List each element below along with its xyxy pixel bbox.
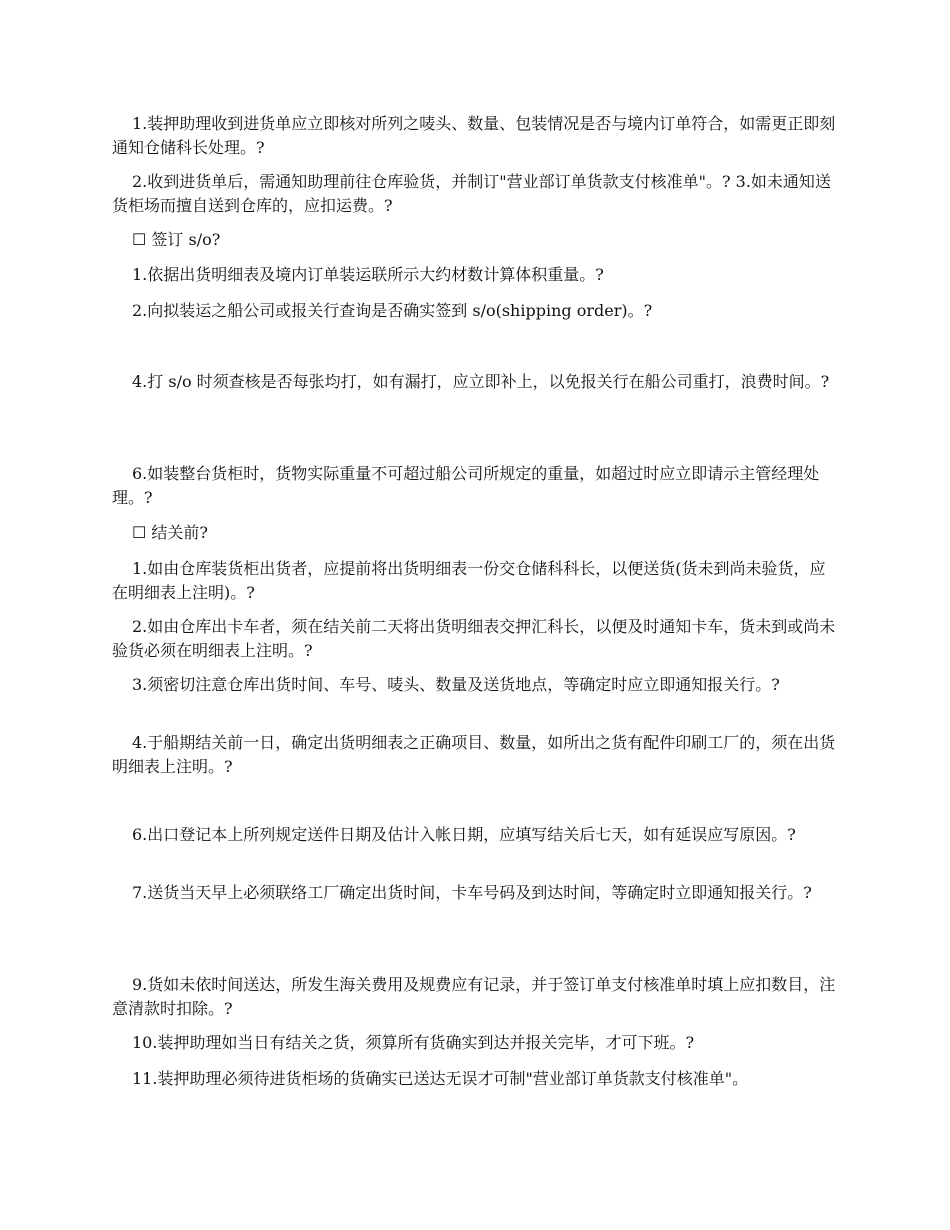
paragraph-3: 1.依据出货明细表及境内订单装运联所示大约材数计算体积重量。? <box>132 265 604 284</box>
paragraph-5: 4.打 s/o 时须查核是否每张均打，如有漏打，应立即补上，以免报关行在船公司重打，浪费时间。? <box>132 372 830 391</box>
paragraph-12: 7.送货当天早上必须联络工厂确定出货时间，卡车号码及到达时间，等确定时立即通知报关行。? <box>132 883 812 902</box>
paragraph-15: 11.装押助理必须待进货柜场的货确实已送达无误才可制"营业部订单货款支付核准单"。 <box>132 1069 749 1088</box>
paragraph-6: 6.如装整台货柜时，货物实际重量不可超过船公司所规定的重量，如超过时应立即请示主管经理处理。? <box>112 464 820 507</box>
paragraph-14: 10.装押助理如当日有结关之货，须算所有货确实到达并报关完毕，才可下班。? <box>132 1033 695 1052</box>
section-heading-before-closing: ☐ 结关前? <box>132 523 209 542</box>
paragraph-10: 4.于船期结关前一日，确定出货明细表之正确项目、数量，如所出之货有配件印刷工厂的，须在出货明细表上注明。? <box>112 733 836 776</box>
paragraph-9: 3.须密切注意仓库出货时间、车号、唛头、数量及送货地点，等确定时应立即通知报关行。? <box>132 675 780 694</box>
paragraph-13: 9.货如未依时间送达，所发生海关费用及规费应有记录，并于签订单支付核准单时填上应扣数目，注意清款时扣除。? <box>112 975 836 1018</box>
paragraph-2: 2.收到进货单后，需通知助理前往仓库验货，并制订"营业部订单货款支付核准单"。? 3.如未通知送货柜场而擅自送到仓库的，应扣运费。? <box>112 172 831 215</box>
paragraph-1: 1.装押助理收到进货单应立即核对所列之唛头、数量、包装情况是否与境内订单符合，如需更正即刻通知仓储科长处理。? <box>112 114 836 157</box>
paragraph-4: 2.向拟装运之船公司或报关行查询是否确实签到 s/o(shipping order)。? <box>132 301 653 320</box>
paragraph-8: 2.如由仓库出卡车者，须在结关前二天将出货明细表交押汇科长，以便及时通知卡车，货未到或尚未验货必须在明细表上注明。? <box>112 617 836 660</box>
section-heading-sign-so: ☐ 签订 s/o? <box>132 230 221 249</box>
paragraph-11: 6.出口登记本上所列规定送件日期及估计入帐日期，应填写结关后七天，如有延误应写原因。? <box>132 825 796 844</box>
paragraph-7: 1.如由仓库装货柜出货者，应提前将出货明细表一份交仓储科科长，以便送货(货未到尚未验货，应在明细表上注明)。? <box>112 559 826 602</box>
